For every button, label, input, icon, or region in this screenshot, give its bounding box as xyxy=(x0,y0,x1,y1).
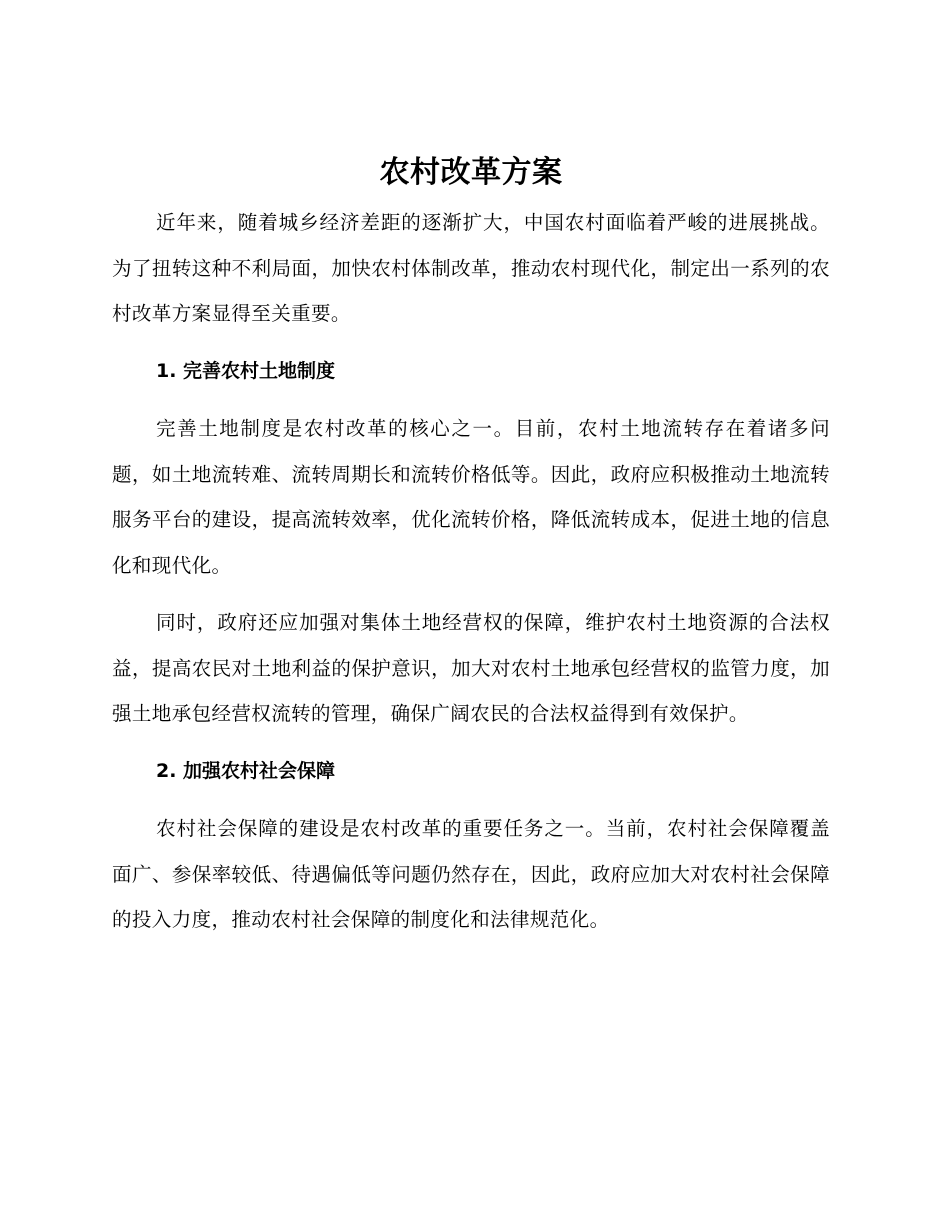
section-paragraph: 农村社会保障的建设是农村改革的重要任务之一。当前，农村社会保障覆盖面广、参保率较低、待遇偏低等问题仍然存在，因此，政府应加大对农村社会保障的投入力度，推动农村社会保障的制度化和法律规范化。 xyxy=(112,817,830,931)
section-paragraph: 完善土地制度是农村改革的核心之一。目前，农村土地流转存在着诸多问题，如土地流转难、流转周期长和流转价格低等。因此，政府应积极推动土地流转服务平台的建设，提高流转效率，优化流转价格，降低流转成本，促进土地的信息化和现代化。 xyxy=(112,417,830,577)
section-paragraph: 同时，政府还应加强对集体土地经营权的保障，维护农村土地资源的合法权益，提高农民对土地利益的保护意识，加大对农村土地承包经营权的监管力度，加强土地承包经营权流转的管理，确保广阔农民的合法权益得到有效保护。 xyxy=(112,611,830,725)
document-title: 农村改革方案 xyxy=(379,155,563,190)
intro-paragraph: 近年来，随着城乡经济差距的逐渐扩大，中国农村面临着严峻的进展挑战。为了扭转这种不利局面，加快农村体制改革，推动农村现代化，制定出一系列的农村改革方案显得至关重要。 xyxy=(112,211,830,325)
section-heading-land-system: 1. 完善农村土地制度 xyxy=(156,359,336,382)
section-heading-social-security: 2. 加强农村社会保障 xyxy=(156,759,336,782)
document-body xyxy=(112,150,830,943)
